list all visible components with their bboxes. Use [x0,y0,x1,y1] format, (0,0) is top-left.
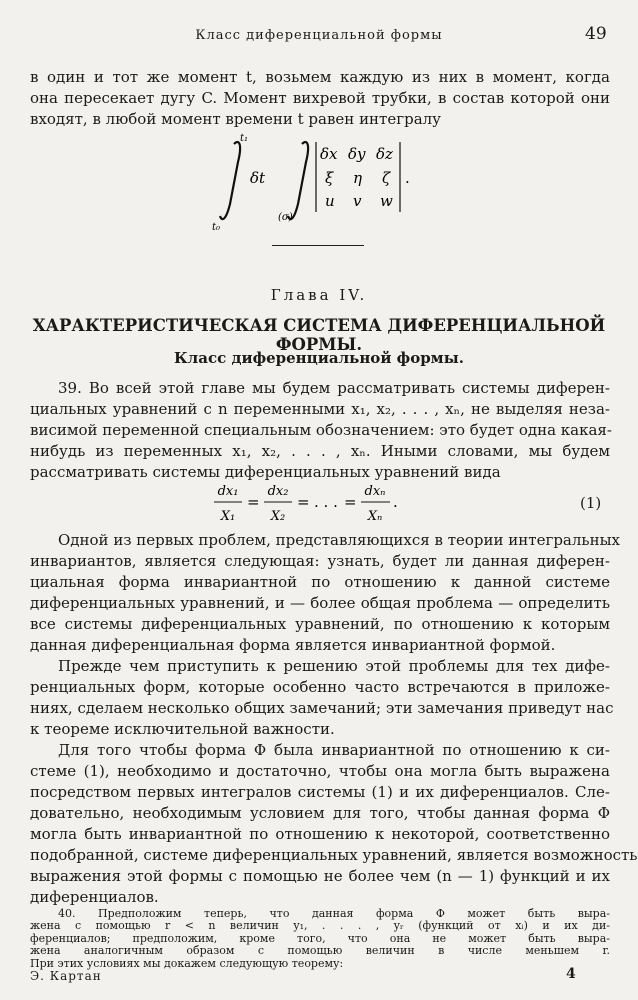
text-line: Прежде чем приступить к решению этой проблемы для тех дифе- [58,657,610,675]
chapter-label: Глава IV. [270,286,368,304]
text-line: посредством первых интегралов системы (1) и их диференциалов. Сле- [30,783,610,801]
matrix-cell: δy [348,145,366,163]
text-line: нибудь из переменных x₁, x₂, . . . , xₙ. Иными словами, мы будем [30,442,610,460]
eq-numerator: dxₙ [364,484,386,499]
eq-end-period: . [393,493,398,511]
eq-numerator: dx₁ [217,484,239,499]
text-line: инвариантов, является следующая: узнать, будет ли данная диферен- [30,552,610,570]
text-line: жена с помощью r < n величин y₁, . . . , yᵣ (функций от xᵢ) и их ди- [30,919,610,933]
text-line: данная диференциальная форма является инвариантной формой. [30,636,556,654]
running-header: Класс диференциальной формы [195,28,443,43]
equation-1 [210,480,430,526]
text-line: диференциальных уравнений, и — более общая проблема — определить [30,594,610,612]
eq-sign: = [344,493,357,511]
text-line: к теореме исключительной важности. [30,720,335,738]
text-line: При этих условиях мы докажем следующую теорему: [30,956,344,970]
text-line: диференциалов. [30,888,159,906]
eq-denominator: X₂ [270,509,286,524]
footer-sheet-number: 4 [566,966,576,982]
text-line: она пересекает дугу C. Момент вихревой трубки, в состав которой они [30,89,610,107]
integral-lower-limit: t₀ [212,222,221,232]
matrix-cell: ξ [325,169,334,187]
eq-denominator: X₁ [220,509,236,524]
text-line: 39. Во всей этой главе мы будем рассматривать системы диферен- [58,379,610,397]
eq-sign: = [247,493,260,511]
footer-author: Э. Картан [30,969,102,983]
integral-region: (σ) [278,212,293,223]
text-line: выражения этой формы с помощью не более чем (n — 1) функций и их [30,867,610,885]
integral-sign-inner [288,142,308,219]
matrix-cell: η [353,169,362,187]
text-line: входят, в любой момент времени t равен интегралу [30,110,441,128]
text-line: циальная форма инвариантной по отношению к данной системе [30,573,610,591]
text-line: ференциалов; предположим, кроме того, что она не может быть выра- [30,931,610,945]
text-line: стеме (1), необходимо и достаточно, чтобы она могла быть выражена [30,762,610,780]
section-title: Класс диференциальной формы. [174,349,464,367]
text-line: все системы диференциальных уравнений, по отношению к которым [30,615,610,633]
chapter-title: ХАРАКТЕРИСТИЧЕСКАЯ СИСТЕМА ДИФЕРЕНЦИАЛЬНОЙ ФОРМЫ. [32,316,606,354]
eq-denominator: Xₙ [367,509,383,524]
matrix-cell: w [380,192,393,210]
equation-number: (1) [580,494,602,512]
matrix-cell: ζ [382,169,391,187]
integral-dt: δt [250,169,266,187]
text-line: подобранной, системе диференциальных уравнений, является возможность [30,846,638,864]
integral-formula [200,132,440,232]
text-line: ренциальных форм, которые особенно часто встречаются в приложе- [30,678,610,696]
matrix-cell: u [325,192,335,210]
matrix-cell: δz [376,145,393,163]
matrix-cell: v [353,192,362,210]
text-line: ниях, сделаем несколько общих замечаний; эти замечания приведут нас [30,699,614,717]
integral-end-period: . [405,169,410,187]
text-line: в один и тот же момент t, возьмем каждую из них в момент, когда [30,68,610,86]
text-line: могла быть инвариантной по отношению к некоторой, соответственно [30,825,610,843]
text-line: довательно, необходимым условием для того, чтобы данная форма Φ [30,804,610,822]
text-line: циальных уравнений с n переменными x₁, x₂, . . . , xₙ, не выделяя неза- [30,400,610,418]
integral-sign-outer [220,142,240,219]
text-line: рассматривать системы диференциальных уравнений вида [30,463,501,481]
integral-upper-limit: t₁ [240,133,249,144]
text-line: Одной из первых проблем, представляющихся в теории интегральных [58,531,620,549]
matrix-cell: δx [320,145,338,163]
text-line: висимой переменной специальным обозначением: это будет одна какая- [30,421,612,439]
text-line: Для того чтобы форма Φ была инвариантной по отношению к си- [58,741,610,759]
eq-dots: . . . [314,493,338,511]
eq-sign: = [297,493,310,511]
text-line: 40. Предположим теперь, что данная форма Φ может быть выра- [58,907,610,920]
text-line: жена аналогичным образом с помощью величин в числе меньшем r. [30,944,610,958]
eq-numerator: dx₂ [267,484,289,499]
page-number: 49 [585,24,607,44]
section-rule [272,245,364,246]
